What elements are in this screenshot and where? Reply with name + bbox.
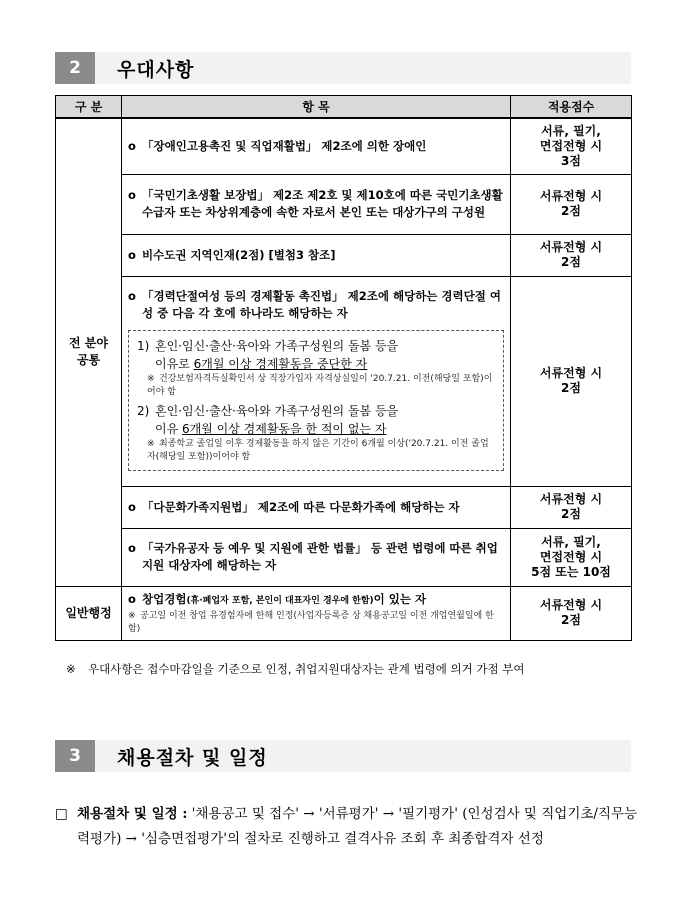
table-header-row	[56, 96, 632, 119]
condition-1-cont	[137, 355, 495, 373]
item-text: 「국민기초생활 보장법」 제2조 제2호 및 제10호에 따른 국민기초생활수급자 또는 차상위계층에 속한 자로서 본인 또는 대상가구의 구성원	[142, 188, 503, 219]
condition-underlined: 6개월 이상 경제활동을 한 적이 없는 자	[182, 421, 387, 436]
table-row	[56, 486, 632, 528]
condition-number: 1)	[137, 338, 150, 353]
footnote-text: 우대사항은 접수마감일을 기준으로 인정, 취업지원대상자는 관계 법령에 의거 가점 부여	[88, 662, 525, 676]
item-cell	[122, 486, 511, 528]
career-break-conditions	[128, 330, 504, 471]
condition-text: 혼인·임신·출산·육아와 가족구성원의 돌봄 등을	[155, 338, 399, 353]
condition-text: 이유	[155, 421, 179, 436]
header-category: 구 분	[56, 96, 122, 119]
note-text: 건강보험자격득실확인서 상 직장가입자 자격상실일이 '20.7.21. 이전(해당일 포함)이어야 함	[147, 373, 493, 397]
condition-2-cont	[137, 420, 495, 438]
table-footnote	[66, 659, 638, 679]
procedure-paragraph	[55, 802, 645, 852]
bullet: o	[128, 188, 136, 202]
table-row	[56, 174, 632, 234]
note-mark: ※	[128, 610, 136, 621]
section-title: 우대사항	[117, 58, 195, 81]
footnote-mark: ※	[66, 662, 76, 676]
preference-table	[55, 95, 632, 641]
condition-2-note	[137, 438, 495, 464]
note-mark: ※	[147, 373, 155, 384]
score-cell: 서류전형 시 2점	[511, 276, 632, 486]
note-text: 공고일 이전 창업 유경험자에 한해 인정(사업자등록증 상 채용공고일 이전 개업연월일에 한함)	[128, 610, 494, 634]
note-mark: ※	[147, 438, 155, 449]
table-row	[56, 276, 632, 486]
header-item: 항 목	[122, 96, 511, 119]
table-row	[56, 234, 632, 276]
item-cell	[122, 234, 511, 276]
item-text: 「장애인고용촉진 및 직업재활법」 제2조에 의한 장애인	[142, 138, 427, 153]
score-cell: 서류전형 시 2점	[511, 586, 632, 640]
item-text: 이 있는 자	[373, 591, 427, 606]
item-text: 창업경험	[142, 591, 187, 606]
startup-note	[128, 610, 504, 636]
condition-2	[137, 402, 495, 420]
score-cell: 서류, 필기, 면접전형 시 5점 또는 10점	[511, 528, 632, 586]
bullet: o	[128, 541, 136, 555]
item-cell	[122, 118, 511, 174]
table-row	[56, 118, 632, 174]
section-2-header	[55, 52, 631, 84]
item-cell	[122, 586, 511, 640]
item-cell	[122, 174, 511, 234]
score-cell: 서류전형 시 2점	[511, 486, 632, 528]
condition-text: 혼인·임신·출산·육아와 가족구성원의 돌봄 등을	[155, 403, 399, 418]
score-cell: 서류전형 시 2점	[511, 234, 632, 276]
item-text: 「국가유공자 등 예우 및 지원에 관한 법률」 등 관련 법령에 따른 취업지원 대상자에 해당하는 자	[142, 541, 498, 572]
table-row	[56, 528, 632, 586]
item-cell	[122, 276, 511, 486]
category-all-fields: 전 분야 공통	[56, 118, 122, 586]
item-cell	[122, 528, 511, 586]
condition-text: 이유로	[155, 356, 190, 371]
item-text: 「경력단절여성 등의 경제활동 촉진법」 제2조에 해당하는 경력단절 여성 중 다음 각 호에 하나라도 해당하는 자	[142, 288, 501, 320]
condition-underlined: 6개월 이상 경제활동을 중단한 자	[193, 356, 368, 371]
checkbox-icon: □	[55, 806, 68, 822]
section-title: 채용절차 및 일정	[117, 746, 268, 769]
score-cell: 서류, 필기, 면접전형 시 3점	[511, 118, 632, 174]
condition-number: 2)	[137, 403, 150, 418]
section-number: 3	[55, 740, 95, 772]
bullet: o	[128, 247, 136, 262]
bullet: o	[128, 288, 136, 303]
bullet: o	[128, 591, 136, 606]
condition-1	[137, 337, 495, 355]
item-text: 비수도권 지역인재(2점) [별첨3 참조]	[142, 247, 336, 262]
section-3-header	[55, 740, 631, 772]
bullet: o	[128, 138, 136, 153]
item-text-small: (휴·폐업자 포함, 본인이 대표자인 경우에 한함)	[186, 595, 374, 606]
note-text: 최종학교 졸업일 이후 경제활동을 하지 않은 기간이 6개월 이상('20.7.21. 이전 졸업자(해당일 포함))이어야 함	[147, 438, 489, 462]
bullet: o	[128, 499, 136, 514]
header-score: 적용점수	[511, 96, 632, 119]
category-general-admin: 일반행정	[56, 586, 122, 640]
procedure-text: '채용공고 및 접수' → '서류평가' → '필기평가' (인성검사 및 직업기초/직무능력평가) → '심층면접평가'의 절차로 진행하고 결격사유 조회 후 최종합격자 선정	[77, 806, 638, 847]
procedure-label: 채용절차 및 일정 :	[77, 806, 188, 822]
condition-1-note	[137, 373, 495, 399]
item-text: 「다문화가족지원법」 제2조에 따른 다문화가족에 해당하는 자	[142, 499, 460, 514]
score-cell: 서류전형 시 2점	[511, 174, 632, 234]
section-number: 2	[55, 52, 95, 84]
table-row	[56, 586, 632, 640]
